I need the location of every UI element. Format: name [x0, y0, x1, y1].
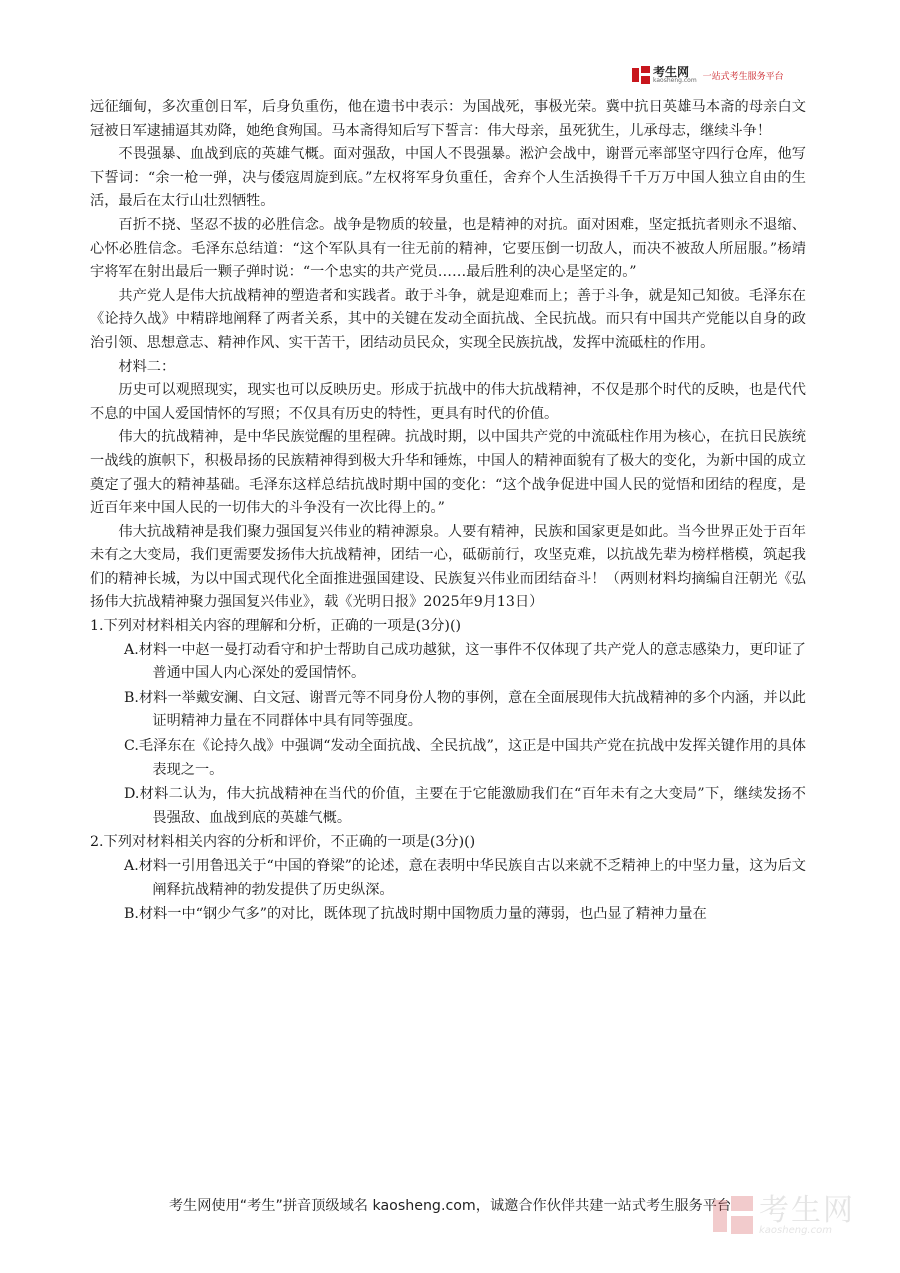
question-stem: 1.下列对材料相关内容的理解和分析，正确的一项是(3分)() [90, 618, 462, 635]
watermark-name: 考生网 [759, 1193, 855, 1228]
paragraph: 百折不挠、坚忍不拔的必胜信念。战争是物质的较量，也是精神的对抗。面对困难，坚定抵抗者则永不退缩、心怀必胜信念。毛泽东总结道：“这个军队具有一往无前的精神，它要压倒一切敌人，而决不被敌人所屈服。”杨靖宇将军在射出最后一颗子弹时说：“一个忠实的共产党员……最后胜利的决心是坚定的。” [90, 216, 806, 281]
paragraph: 不畏强暴、血战到底的英雄气概。面对强敌，中国人不畏强暴。淞沪会战中，谢晋元率部坚守四行仓库，他写下誓词：“余一枪一弹，决与倭寇周旋到底。”左权将军身负重任，舍弃个人生活换得千千万万中国人独立自由的生活，最后在太行山壮烈牺牲。 [90, 146, 806, 210]
watermark-logo-icon [713, 1196, 753, 1236]
site-header [632, 64, 784, 86]
material-heading: 材料二： [118, 358, 176, 375]
logo-text [653, 66, 697, 84]
question-option: B.材料一举戴安澜、白文冠、谢晋元等不同身份人物的事例，意在全面展现伟大抗战精神的多个内涵，并以此证明精神力量在不同群体中具有同等强度。 [124, 689, 806, 730]
paragraph: 远征缅甸，多次重创日军，后身负重伤，他在遗书中表示：为国战死，事极光荣。冀中抗日英雄马本斋的母亲白文冠被日军逮捕逼其劝降，她绝食殉国。马本斋得知后写下誓言：伟大母亲，虽死犹生，儿承母志，继续斗争！ [90, 99, 806, 139]
document-body [90, 96, 806, 928]
header-tagline: 一站式考生服务平台 [702, 71, 784, 82]
question-stem: 2.下列对材料相关内容的分析和评价，不正确的一项是(3分)() [90, 834, 476, 851]
question-option: B.材料一中“钢少气多”的对比，既体现了抗战时期中国物质力量的薄弱，也凸显了精神力量在 [124, 906, 707, 923]
paragraph: 历史可以观照现实，现实也可以反映历史。形成于抗战中的伟大抗战精神，不仅是那个时代的反映，也是代代不息的中国人爱国情怀的写照；不仅具有历史的特性，更具有时代的价值。 [90, 382, 806, 422]
logo-domain: kaosheng.com [653, 77, 697, 84]
question-option: D.材料二认为，伟大抗战精神在当代的价值，主要在于它能激励我们在“百年未有之大变局”下，继续发扬不畏强敌、血战到底的英雄气概。 [124, 786, 806, 826]
question-option: A.材料一引用鲁迅关于“中国的脊梁”的论述，意在表明中华民族自古以来就不乏精神上的中坚力量，这为后文阐释抗战精神的勃发提供了历史纵深。 [124, 858, 806, 898]
paragraph: 伟大抗战精神是我们聚力强国复兴伟业的精神源泉。人要有精神，民族和国家更是如此。当今世界正处于百年未有之大变局，我们更需要发扬伟大抗战精神，团结一心，砥砺前行，攻坚克难，以抗战先辈为榜样楷模，筑起我们的精神长城，为以中国式现代化全面推进强国建设、民族复兴伟业而团结奋斗！（两则材料均摘编自汪朝光《弘扬伟大抗战精神聚力强国复兴伟业》，载《光明日报》2025年9月13日） [90, 523, 806, 611]
question-option: A.材料一中赵一曼打动看守和护士帮助自己成功越狱，这一事件不仅体现了共产党人的意志感染力，更印证了普通中国人内心深处的爱国情怀。 [124, 641, 806, 682]
kaosheng-logo-icon [632, 66, 650, 84]
paragraph: 共产党人是伟大抗战精神的塑造者和实践者。敢于斗争，就是迎难而上；善于斗争，就是知己知彼。毛泽东在《论持久战》中精辟地阐释了两者关系，其中的关键在发动全面抗战、全民抗战。而只有中国共产党能以自身的政治引领、思想意志、精神作风、实干苦干，团结动员民众，实现全民族抗战，发挥中流砥柱的作用。 [90, 287, 806, 351]
paragraph: 伟大的抗战精神，是中华民族觉醒的里程碑。抗战时期，以中国共产党的中流砥柱作用为核心，在抗日民族统一战线的旗帜下，积极昂扬的民族精神得到极大升华和锤炼，中国人的精神面貌有了极大的变化，为新中国的成立奠定了强大的精神基础。毛泽东这样总结抗战时期中国的变化：“这个战争促进中国人民的觉悟和团结的程度，是近百年来中国人民的一切伟大的斗争没有一次比得上的。” [90, 429, 806, 517]
watermark-domain: kaosheng.com [759, 1225, 832, 1236]
logo-name: 考生网 [653, 65, 690, 79]
kaosheng-watermark [713, 1193, 855, 1236]
page-footer: 考生网使用“考生”拼音顶级域名 kaosheng.com，诚邀合作伙伴共建一站式考生服务平台 [168, 1198, 732, 1214]
question-option: C.毛泽东在《论持久战》中强调“发动全面抗战、全民抗战”，这正是中国共产党在抗战中发挥关键作用的具体表现之一。 [124, 738, 806, 778]
